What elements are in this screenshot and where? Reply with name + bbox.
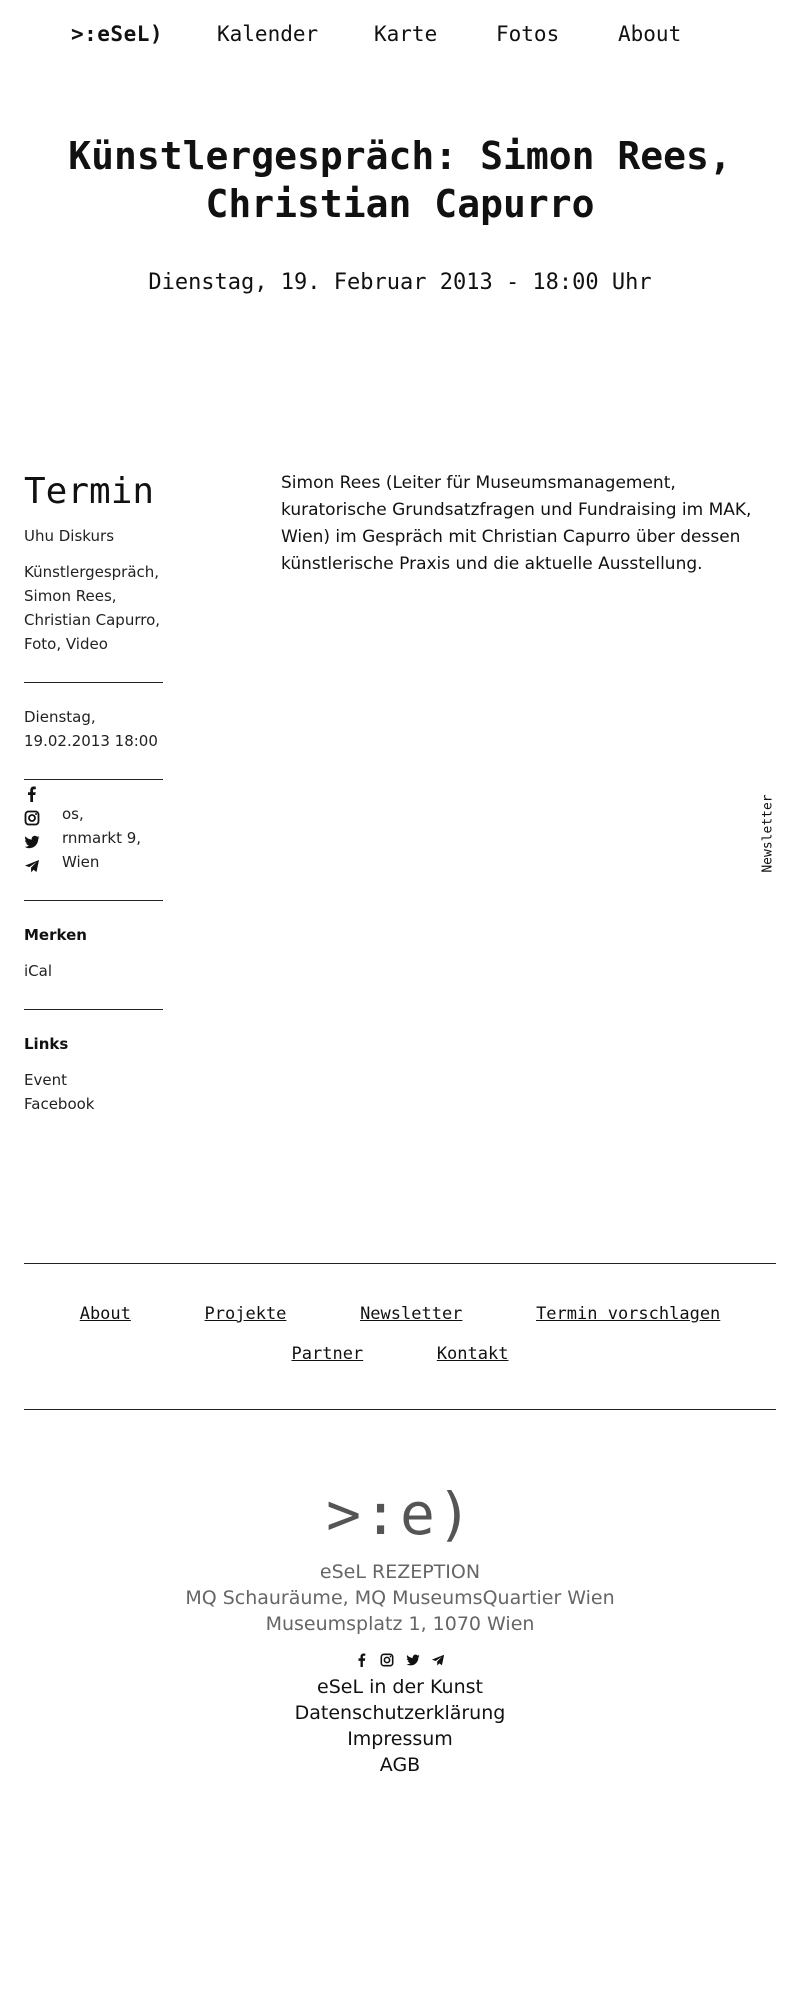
divider <box>24 1009 163 1010</box>
event-link[interactable]: Event <box>24 1071 67 1089</box>
footer-social-icons <box>0 1649 800 1667</box>
termin-date-line: 19.02.2013 18:00 <box>24 732 158 750</box>
termin-tag-line: Künstlergespräch, <box>24 563 160 581</box>
event-description: Simon Rees (Leiter für Museumsmanagement, kuratorische Grundsatzfragen und Fundraising im MAK, Wien) im Gespräch mit Christian Capurro über dessen künstlerische Praxis und die aktuelle Ausstellung. <box>281 473 752 574</box>
telegram-icon[interactable] <box>431 1653 445 1667</box>
newsletter-tab[interactable] <box>760 790 776 880</box>
divider <box>24 779 163 780</box>
divider <box>24 900 163 901</box>
termin-heading: Termin <box>24 471 155 512</box>
footer-link-termin-vorschlagen[interactable]: Termin vorschlagen <box>536 1304 721 1324</box>
telegram-icon[interactable] <box>24 858 40 874</box>
termin-tag-line: Christian Capurro, <box>24 611 161 629</box>
footer-link-datenschutz[interactable]: Datenschutzerklärung <box>294 1702 506 1724</box>
termin-tag-line: Simon Rees, <box>24 587 117 605</box>
divider <box>24 682 163 683</box>
nav-item-fotos[interactable]: Fotos <box>496 22 560 46</box>
links-label: Links <box>24 1035 69 1053</box>
footer-link-kontakt[interactable]: Kontakt <box>436 1344 509 1364</box>
termin-category: Uhu Diskurs <box>24 527 115 545</box>
facebook-icon[interactable] <box>355 1653 369 1667</box>
newsletter-tab-label: Newsletter <box>760 794 776 873</box>
footer-logo[interactable]: >:e) <box>326 1480 474 1548</box>
footer-address: Museumsplatz 1, 1070 Wien <box>265 1613 535 1635</box>
nav-item-about[interactable]: About <box>618 22 682 46</box>
event-date: Dienstag, 19. Februar 2013 - 18:00 Uhr <box>148 270 652 295</box>
instagram-icon[interactable] <box>24 810 40 826</box>
ical-link[interactable]: iCal <box>24 962 53 980</box>
site-logo[interactable]: >:eSeL) <box>71 22 164 46</box>
footer-link-about[interactable]: About <box>79 1304 131 1324</box>
footer-link-agb[interactable]: AGB <box>379 1754 421 1776</box>
footer-link-partner[interactable]: Partner <box>291 1344 364 1364</box>
event-title <box>40 132 760 228</box>
nav-item-karte[interactable]: Karte <box>374 22 438 46</box>
footer-venue: MQ Schauräume, MQ MuseumsQuartier Wien <box>185 1587 615 1609</box>
footer-divider-top <box>24 1263 776 1264</box>
twitter-icon[interactable] <box>406 1653 420 1667</box>
termin-location-line: rnmarkt 9, <box>62 829 142 847</box>
event-title-line-2: Christian Capurro <box>205 182 595 226</box>
termin-tags <box>24 560 164 656</box>
termin-location-line: os, <box>62 805 84 823</box>
footer-links-row-2 <box>24 1344 776 1364</box>
instagram-icon[interactable] <box>380 1653 394 1667</box>
termin-date-line: Dienstag, <box>24 708 96 726</box>
termin-tag-line: Foto, Video <box>24 635 108 653</box>
merken-label: Merken <box>24 926 87 944</box>
top-nav <box>0 22 800 52</box>
footer-divider-bottom <box>24 1409 776 1410</box>
footer-org: eSeL REZEPTION <box>319 1561 481 1583</box>
facebook-link[interactable]: Facebook <box>24 1095 95 1113</box>
nav-item-kalender[interactable]: Kalender <box>217 22 319 46</box>
twitter-icon[interactable] <box>24 834 40 850</box>
social-share-bar <box>24 786 62 882</box>
termin-location-line: Wien <box>62 853 100 871</box>
footer-link-impressum[interactable]: Impressum <box>347 1728 453 1750</box>
event-title-line-1: Künstlergespräch: Simon Rees, <box>68 134 732 178</box>
facebook-icon[interactable] <box>24 786 40 802</box>
footer-link-newsletter[interactable]: Newsletter <box>360 1304 463 1324</box>
footer-links-row-1 <box>24 1304 776 1324</box>
footer-link-projekte[interactable]: Projekte <box>204 1304 287 1324</box>
footer-bottom-links <box>0 1674 800 1778</box>
footer-link-esel-in-der-kunst[interactable]: eSeL in der Kunst <box>317 1676 483 1698</box>
